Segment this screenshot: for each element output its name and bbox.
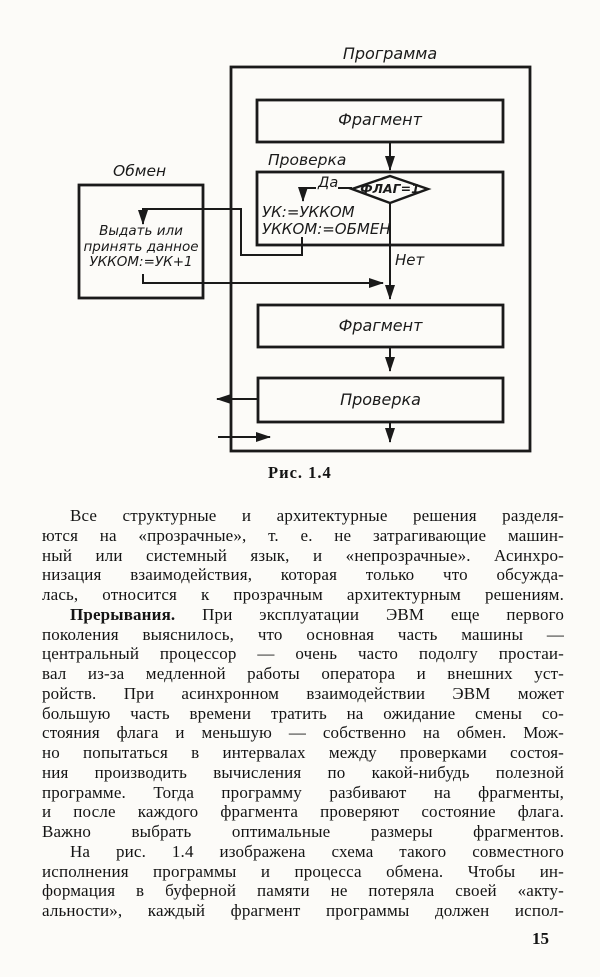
exchange-text [81,224,201,271]
text-line: и после каждого фрагмента проверяют состояние флага. [42,802,564,822]
page-number: 15 [532,929,549,948]
text-line: Все структурные и архитектурные решения разделя- [70,506,564,525]
fragment1-label: Фрагмент [338,110,422,129]
exchange-line1: Выдать или [99,223,183,239]
check2-label: Проверка [340,390,421,409]
text-line: исполнения программы и процесса обмена. Чтобы ин- [42,861,564,881]
program-label: Программа [342,44,438,63]
text-line: большую часть времени тратить на ожидание смены со- [42,703,564,723]
assign-line2: УККОМ:=ОБМЕН [262,220,391,238]
text-line: низация взаимодействия, которая только что обсужда- [42,565,564,585]
exchange-line3: УККОМ:=УК+1 [89,254,193,270]
text-line: вал из-за медленной работы оператора и внешних уст- [42,664,564,683]
text-line: ются на «прозрачные», т. е. не затрагивающие машин- [42,525,564,545]
yes-branch-arrow [303,188,316,201]
text-line: поколения выяснилось, что основная часть машины — [42,624,564,644]
text-line: лась, относится к прозрачным архитектурным решениям. [42,585,564,604]
text-line: программе. Тогда программу разбивают на фрагменты, [42,782,564,802]
yes-label: Да [318,175,339,191]
text-line: но попытаться в интервалах между проверками состоя- [42,743,564,762]
text-line: ройств. При асинхронном взаимодействии ЭВМ может [42,683,564,703]
text-line: На рис. 1.4 изображена схема такого совместного [70,841,564,861]
check1-label: Проверка [268,151,347,169]
text-line: ния производить вычисления по какой-нибудь полезной [42,762,564,782]
assign-line1: УК:=УККОМ [262,203,355,221]
text-line: альности», каждый фрагмент программы должен испол- [42,901,564,920]
arrow-exchange-return [143,274,383,283]
flag-condition-label: ФЛАГ=1 [360,181,420,196]
text-line: Важно выбрать оптимальные размеры фрагментов. [42,822,564,841]
body-text [42,506,564,921]
text-line: центральный процессор — очень часто подолгу простаи- [42,644,564,664]
no-label: Нет [395,251,425,269]
text-line: стояния флага и меньшую — собственно на обмен. Мож- [42,723,564,743]
exchange-line2: принять данное [83,238,199,255]
text-line: Прерывания. При эксплуатации ЭВМ еще первого [70,604,564,624]
exchange-title: Обмен [113,162,167,180]
text-line: формация в буферной памяти не потеряла своей «акту- [42,881,564,901]
fragment2-label: Фрагмент [338,316,423,335]
text-line: ный или системный язык, и «непрозрачные». Асинхро- [42,545,564,565]
figure-caption: Рис. 1.4 [268,463,332,482]
